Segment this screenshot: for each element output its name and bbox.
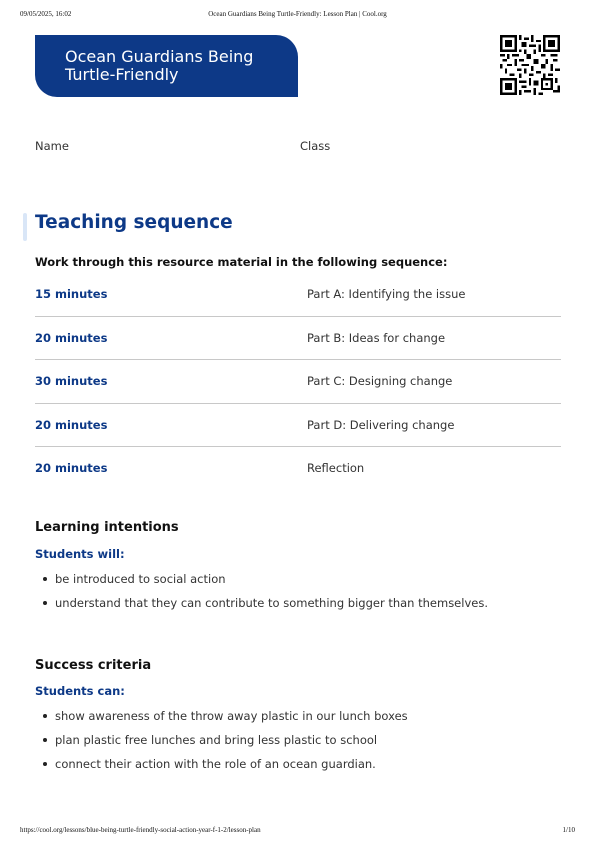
bullet-icon: [43, 738, 47, 742]
print-page-number: 1/10: [562, 826, 575, 834]
list-item: [40, 709, 408, 733]
teaching-sequence-table: [35, 273, 561, 490]
list-item-text: be introduced to social action: [55, 572, 226, 586]
list-item-text: plan plastic free lunches and bring less plastic to school: [55, 733, 378, 747]
bullet-icon: [43, 601, 47, 605]
class-label: Class: [300, 139, 331, 153]
print-url: https://cool.org/lessons/blue-being-turtle-friendly-social-action-year-f-1-2/lesson-plan: [20, 826, 261, 834]
sequence-time: 20 minutes: [35, 461, 108, 475]
learning-intentions-list: [40, 572, 488, 620]
success-criteria-heading: Success criteria: [35, 658, 152, 673]
qr-code-icon: [500, 35, 560, 95]
sequence-activity: Part D: Delivering change: [307, 417, 455, 432]
success-criteria-list: [40, 709, 408, 781]
bullet-icon: [43, 762, 47, 766]
lesson-title-banner: [35, 35, 298, 97]
list-item-text: show awareness of the throw away plastic in our lunch boxes: [55, 709, 408, 723]
sequence-activity: Part C: Designing change: [307, 374, 453, 388]
sequence-activity: Part B: Ideas for change: [307, 330, 446, 345]
sequence-activity: Reflection: [307, 461, 365, 475]
print-datetime: 09/05/2025, 16:02: [20, 10, 72, 18]
list-item: [40, 596, 488, 620]
sequence-activity: Part A: Identifying the issue: [307, 287, 466, 301]
sequence-time: 15 minutes: [35, 287, 108, 301]
bullet-icon: [43, 714, 47, 718]
teaching-sequence-intro: Work through this resource material in the following sequence:: [35, 255, 448, 269]
teaching-sequence-heading: Teaching sequence: [35, 212, 233, 233]
list-item-text: connect their action with the role of an ocean guardian.: [55, 757, 376, 771]
bullet-icon: [43, 577, 47, 581]
sequence-row: [35, 317, 561, 361]
list-item: [40, 572, 488, 596]
learning-intentions-subheading: Students will:: [35, 547, 125, 561]
list-item-text: understand that they can contribute to something bigger than themselves.: [55, 596, 488, 610]
lesson-title-line-1: Ocean Guardians Being: [65, 47, 254, 66]
success-criteria-subheading: Students can:: [35, 684, 125, 698]
sequence-time: 20 minutes: [35, 330, 108, 345]
learning-intentions-heading: Learning intentions: [35, 520, 179, 535]
section-accent-bar: [23, 213, 27, 241]
list-item: [40, 733, 408, 757]
sequence-row: [35, 360, 561, 404]
name-label: Name: [35, 139, 69, 153]
sequence-time: 20 minutes: [35, 417, 108, 432]
print-page-title: Ocean Guardians Being Turtle-Friendly: Lesson Plan | Cool.org: [208, 10, 387, 18]
list-item: [40, 757, 408, 781]
sequence-time: 30 minutes: [35, 374, 108, 388]
sequence-row: [35, 404, 561, 448]
sequence-row: [35, 273, 561, 317]
sequence-row: [35, 447, 561, 490]
lesson-title-line-2: Turtle-Friendly: [65, 65, 179, 84]
